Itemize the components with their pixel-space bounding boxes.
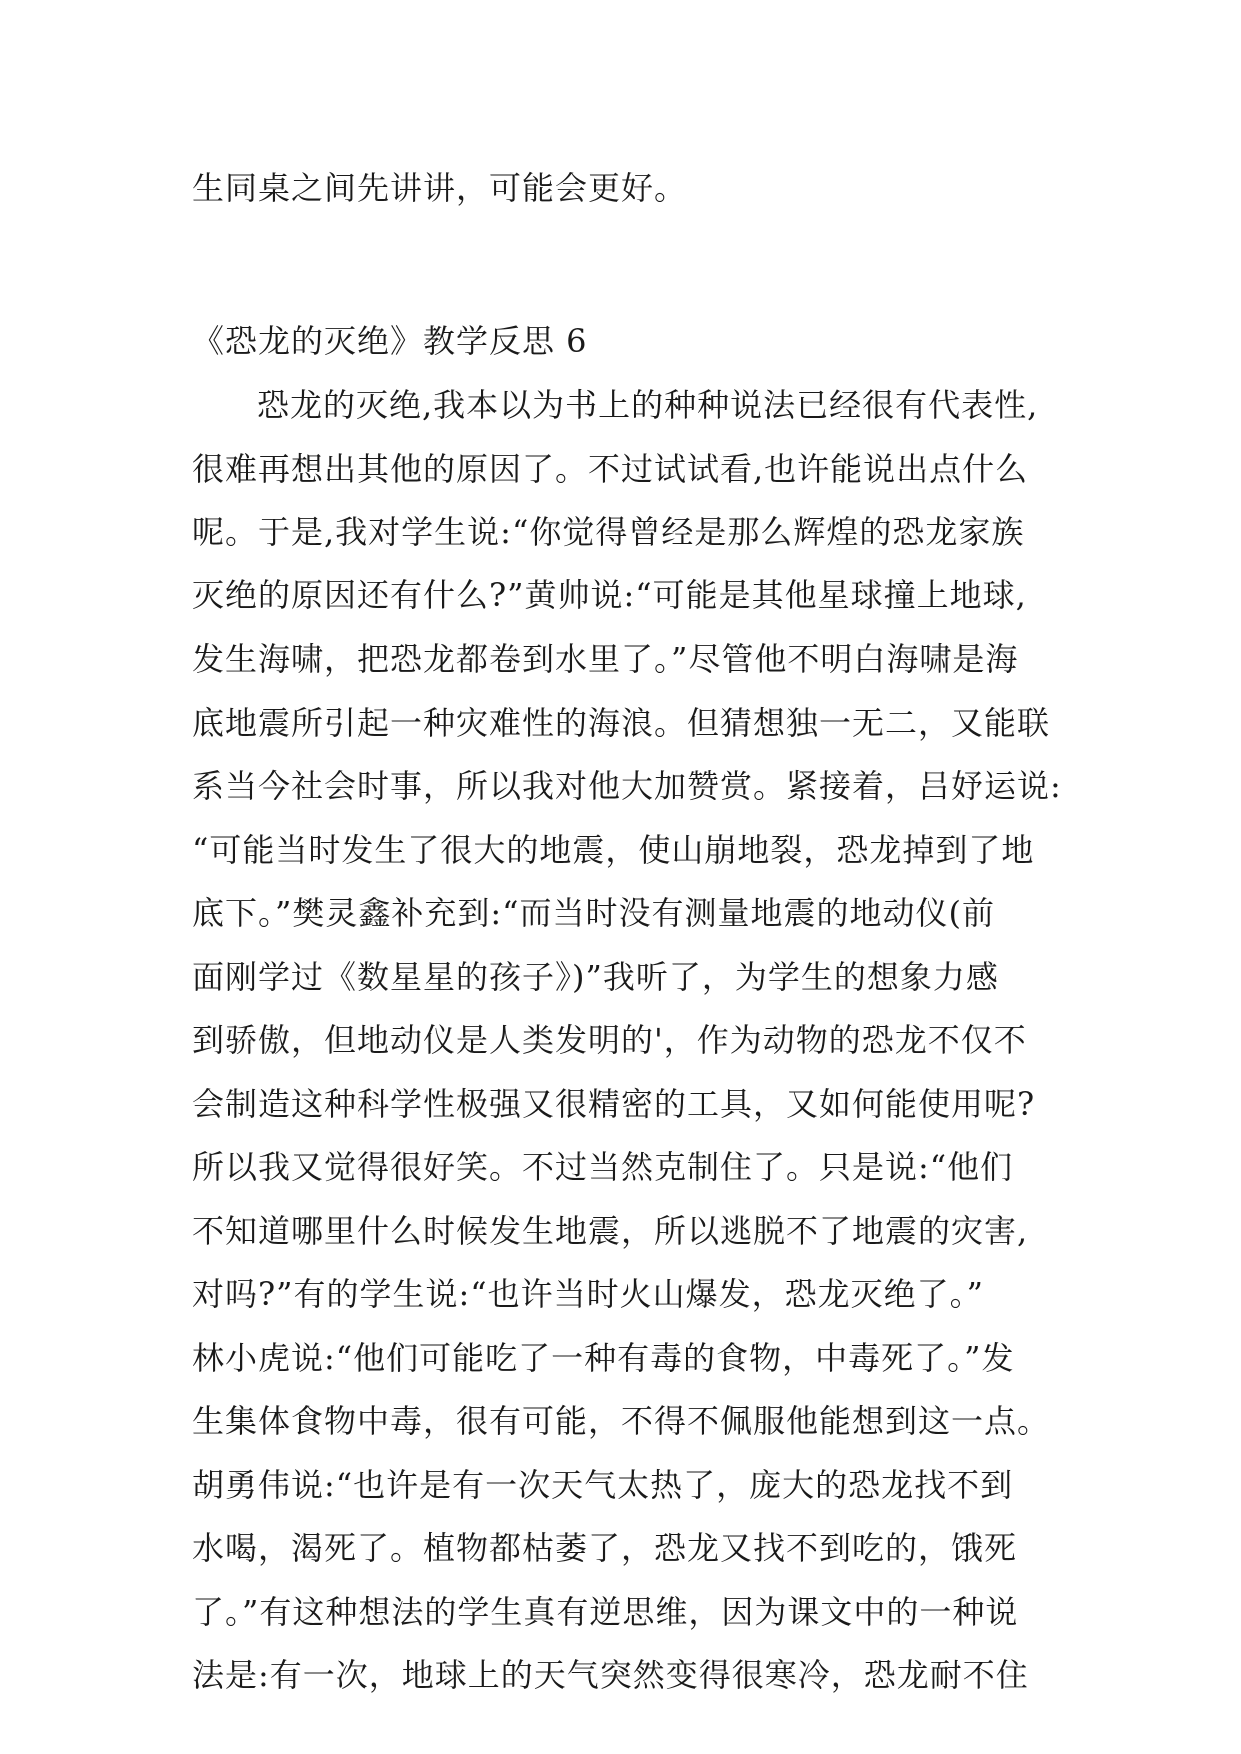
paragraph-line: 恐龙的灭绝,我本以为书上的种种说法已经很有代表性,	[257, 386, 1039, 424]
continuation-line: 生同桌之间先讲讲，可能会更好。	[192, 169, 688, 207]
paragraph-line: 了。”有这种想法的学生真有逆思维，因为课文中的一种说	[192, 1593, 1019, 1631]
paragraph-line: 发生海啸，把恐龙都卷到水里了。”尽管他不明白海啸是海	[192, 640, 1019, 678]
paragraph-line: 到骄傲，但地动仪是人类发明的'，作为动物的恐龙不仅不	[192, 1021, 1027, 1059]
paragraph-line: 所以我又觉得很好笑。不过当然克制住了。只是说:“他们	[192, 1148, 1014, 1186]
paragraph-line: 灭绝的原因还有什么?”黄帅说:“可能是其他星球撞上地球,	[192, 576, 1027, 614]
paragraph-line: 生集体食物中毒，很有可能，不得不佩服他能想到这一点。	[192, 1402, 1051, 1440]
paragraph-line: 水喝，渴死了。植物都枯萎了，恐龙又找不到吃的，饿死	[192, 1529, 1018, 1567]
section-title: 《恐龙的灭绝》教学反思 6	[192, 322, 588, 360]
paragraph-line: 系当今社会时事，所以我对他大加赞赏。紧接着，吕妤运说:	[192, 767, 1062, 805]
paragraph-line: 面刚学过《数星星的孩子》)”我听了，为学生的想象力感	[192, 958, 999, 996]
paragraph-line: “可能当时发生了很大的地震，使山崩地裂，恐龙掉到了地	[192, 831, 1035, 869]
paragraph-line: 林小虎说:“他们可能吃了一种有毒的食物，中毒死了。”发	[192, 1339, 1015, 1377]
paragraph-line: 不知道哪里什么时候发生地震，所以逃脱不了地震的灾害,	[192, 1212, 1029, 1250]
paragraph-line: 胡勇伟说:“也许是有一次天气太热了，庞大的恐龙找不到	[192, 1466, 1014, 1504]
paragraph-line: 底下。”樊灵鑫补充到:“而当时没有测量地震的地动仪(前	[192, 894, 995, 932]
paragraph-line: 会制造这种科学性极强又很精密的工具，又如何能使用呢?	[192, 1085, 1036, 1123]
paragraph-line: 呢。于是,我对学生说:“你觉得曾经是那么辉煌的恐龙家族	[192, 513, 1025, 551]
paragraph-line: 底地震所引起一种灾难性的海浪。但猜想独一无二，又能联	[192, 704, 1051, 742]
paragraph-line: 法是:有一次，地球上的天气突然变得很寒冷，恐龙耐不住	[192, 1656, 1029, 1694]
paragraph-line: 对吗?”有的学生说:“也许当时火山爆发，恐龙灭绝了。”	[192, 1275, 985, 1313]
paragraph-line: 很难再想出其他的原因了。不过试试看,也许能说出点什么	[192, 450, 1029, 488]
